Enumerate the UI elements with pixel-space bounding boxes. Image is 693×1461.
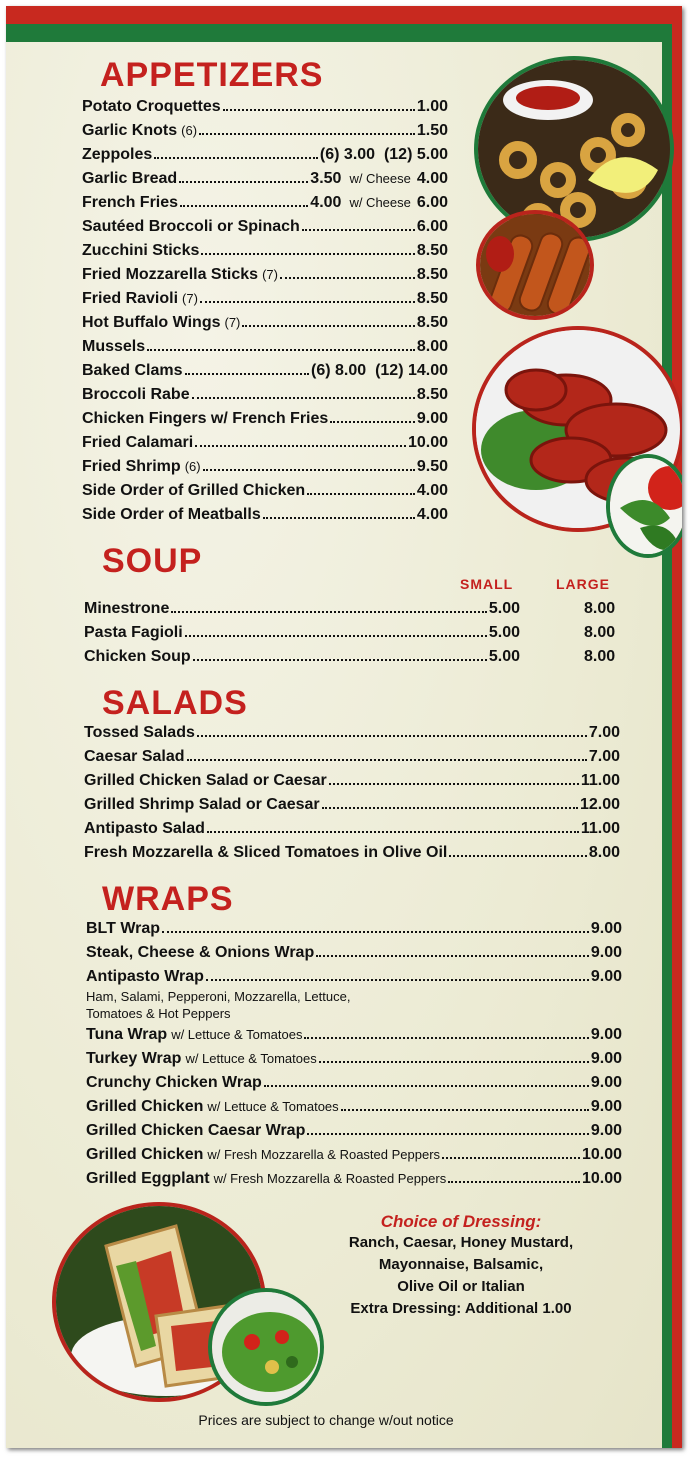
menu-item-chicken-soup: Chicken Soup 5.00 xyxy=(84,648,520,665)
soup-heading: SOUP xyxy=(102,542,203,580)
menu-item-zeppoles: Zeppoles (6) 3.00 (12) 5.00 xyxy=(82,146,448,163)
antipasto-wrap-description-1: Ham, Salami, Pepperoni, Mozzarella, Lettuce, xyxy=(86,989,351,1004)
dressing-line-4: Extra Dressing: Additional 1.00 xyxy=(350,1300,572,1317)
appetizers-heading: APPETIZERS xyxy=(100,56,324,94)
menu-item-hot-buffalo-wings: Hot Buffalo Wings (7) 8.50 xyxy=(82,314,448,331)
menu-item-grilled-eggplant-wrap: Grilled Eggplant w/ Fresh Mozzarella & Roasted Peppers 10.00 xyxy=(86,1170,622,1187)
pasta-fagioli-large-price: 8.00 xyxy=(584,624,616,641)
menu-item-potato-croquettes: Potato Croquettes 1.00 xyxy=(82,98,448,115)
menu-item-fried-calamari: Fried Calamari 10.00 xyxy=(82,434,448,451)
dressing-line-2: Mayonnaise, Balsamic, xyxy=(378,1256,544,1273)
menu-item-crunchy-chicken-wrap: Crunchy Chicken Wrap 9.00 xyxy=(86,1074,622,1091)
right-green-stripe xyxy=(662,24,672,1448)
dressing-title: Choice of Dressing: xyxy=(380,1212,542,1231)
calamari-photo xyxy=(474,56,674,242)
menu-item-grilled-chicken-mozzarella-wrap: Grilled Chicken w/ Fresh Mozzarella & Roasted Peppers 10.00 xyxy=(86,1146,622,1163)
menu-item-french-fries: French Fries 4.00 w/ Cheese 6.00 xyxy=(82,194,448,211)
menu-item-garlic-bread: Garlic Bread 3.50 w/ Cheese 4.00 xyxy=(82,170,448,187)
menu-item-fried-shrimp: Fried Shrimp (6) 9.50 xyxy=(82,458,448,475)
menu-item-side-grilled-chicken: Side Order of Grilled Chicken 4.00 xyxy=(82,482,448,499)
price-notice: Prices are subject to change w/out notice xyxy=(198,1412,454,1428)
menu-item-zucchini-sticks: Zucchini Sticks 8.50 xyxy=(82,242,448,259)
menu-item-sauteed-broccoli: Sautéed Broccoli or Spinach 6.00 xyxy=(82,218,448,235)
menu-item-tossed-salads: Tossed Salads 7.00 xyxy=(84,724,620,741)
menu-item-antipasto-wrap: Antipasto Wrap 9.00 xyxy=(86,968,622,985)
right-red-stripe xyxy=(672,24,682,1448)
top-red-band xyxy=(6,6,682,24)
soup-small-header: SMALL xyxy=(460,576,514,592)
menu-item-baked-clams: Baked Clams (6) 8.00 (12) 14.00 xyxy=(82,362,448,379)
minestrone-large-price: 8.00 xyxy=(584,600,616,617)
menu-item-grilled-chicken-wrap: Grilled Chicken w/ Lettuce & Tomatoes 9.00 xyxy=(86,1098,622,1115)
menu-item-fried-ravioli: Fried Ravioli (7) 8.50 xyxy=(82,290,448,307)
wraps-heading: WRAPS xyxy=(102,880,234,918)
menu-page xyxy=(6,6,682,1448)
chicken-soup-large-price: 8.00 xyxy=(584,648,616,665)
menu-item-grilled-shrimp-salad: Grilled Shrimp Salad or Caesar 12.00 xyxy=(84,796,620,813)
menu-item-garlic-knots: Garlic Knots (6) 1.50 xyxy=(82,122,448,139)
menu-item-grilled-chicken-salad: Grilled Chicken Salad or Caesar 11.00 xyxy=(84,772,620,789)
menu-item-turkey-wrap: Turkey Wrap w/ Lettuce & Tomatoes 9.00 xyxy=(86,1050,622,1067)
soup-large-header: LARGE xyxy=(556,576,610,592)
menu-item-fried-mozzarella-sticks: Fried Mozzarella Sticks (7) 8.50 xyxy=(82,266,448,283)
menu-item-blt-wrap: BLT Wrap 9.00 xyxy=(86,920,622,937)
menu-item-fresh-mozzarella-tomatoes: Fresh Mozzarella & Sliced Tomatoes in Olive Oil 8.00 xyxy=(84,844,620,861)
antipasto-wrap-description-2: Tomatoes & Hot Peppers xyxy=(86,1006,231,1021)
basil-tomato-photo xyxy=(606,454,682,558)
menu-item-chicken-fingers: Chicken Fingers w/ French Fries 9.00 xyxy=(82,410,448,427)
menu-item-tuna-wrap: Tuna Wrap w/ Lettuce & Tomatoes 9.00 xyxy=(86,1026,622,1043)
menu-item-steak-cheese-onions-wrap: Steak, Cheese & Onions Wrap 9.00 xyxy=(86,944,622,961)
menu-item-pasta-fagioli: Pasta Fagioli 5.00 xyxy=(84,624,520,641)
salads-heading: SALADS xyxy=(102,684,248,722)
menu-item-mussels: Mussels 8.00 xyxy=(82,338,448,355)
menu-item-side-meatballs: Side Order of Meatballs 4.00 xyxy=(82,506,448,523)
dressing-line-1: Ranch, Caesar, Honey Mustard, xyxy=(348,1234,574,1251)
menu-item-caesar-salad: Caesar Salad 7.00 xyxy=(84,748,620,765)
menu-item-broccoli-rabe: Broccoli Rabe 8.50 xyxy=(82,386,448,403)
menu-item-minestrone: Minestrone 5.00 xyxy=(84,600,520,617)
menu-item-antipasto-salad: Antipasto Salad 11.00 xyxy=(84,820,620,837)
mozzarella-sticks-photo xyxy=(476,210,594,320)
menu-item-grilled-chicken-caesar-wrap: Grilled Chicken Caesar Wrap 9.00 xyxy=(86,1122,622,1139)
dressing-line-3: Olive Oil or Italian xyxy=(397,1278,525,1295)
